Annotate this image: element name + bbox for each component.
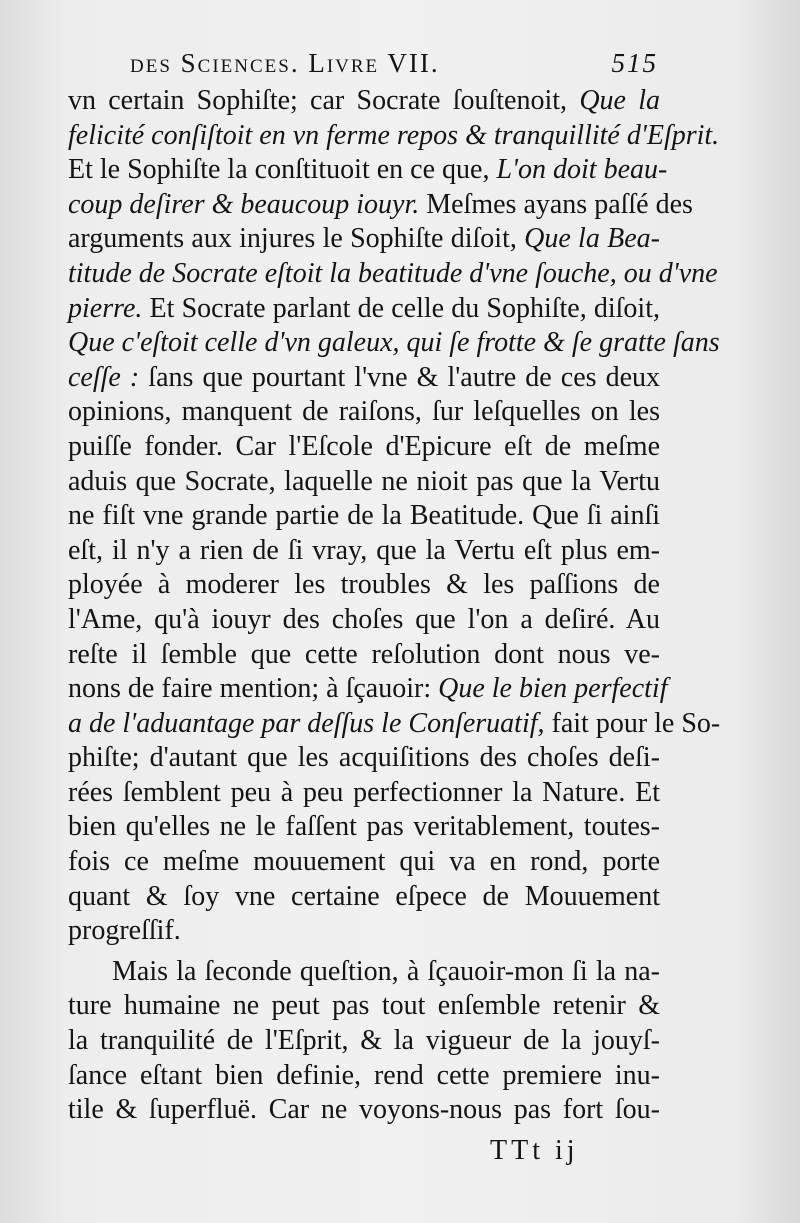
text-line [68,326,720,361]
roman-text: nons de faire mention; à ſçauoir: [68,673,439,705]
text-line [68,257,718,292]
roman-text: Et le Sophiſte la conſtituoit en ce que, [68,154,497,186]
signature-mark: TTt ij [490,1135,579,1166]
text-line [68,361,660,396]
roman-text: Mais la ſeconde queſtion, à ſçauoir-mon ſi la na- [112,955,660,987]
text-line [68,222,660,257]
roman-text: reſte il ſemble que cette reſolution dont nous ve- [68,638,660,670]
roman-text: opinions, manquent de raiſons, ſur leſquelles on les [68,396,660,428]
text-line [68,153,668,188]
text-line [68,845,660,880]
roman-text: ployée à moderer les troubles & les paſſions de [68,569,660,601]
roman-text: tile & ſuperfluë. Car ne voyons-nous pas fort ſou- [68,1094,660,1126]
roman-text: puiſſe fonder. Car l'Eſcole d'Epicure eſt de meſme [68,430,660,462]
text-line [68,1059,660,1094]
italic-quote: L'on doit beau- [496,154,668,186]
text-line [68,568,660,603]
text-line [68,603,660,638]
roman-text: ne fiſt vne grande partie de la Beatitude. Que ſi ainſi [68,500,660,532]
roman-text: ture humaine ne peut pas tout enſemble retenir & [68,990,660,1022]
italic-quote: Que la Bea- [524,223,660,255]
roman-text: Meſmes ayans paſſé des [419,188,693,220]
italic-quote: pierre. [68,292,143,324]
text-line [68,707,721,742]
text-line [68,810,660,845]
roman-text: la tranquilité de l'Eſprit, & la vigueur de la jouyſ- [68,1025,660,1057]
page-number: 515 [611,48,658,78]
text-line [68,1024,660,1059]
text-line [68,1093,660,1128]
text-line [68,499,660,534]
text-line [68,989,660,1024]
text-line [68,638,660,673]
text-line [68,955,660,990]
italic-quote: titude de Socrate eſtoit la beatitude d'vne ſouche, ou d'vne [68,257,718,289]
italic-quote: felicité conſiſtoit en vn ferme repos & tranquillité d'Eſprit. [68,119,720,151]
text-line [68,534,660,569]
italic-quote: coup deſirer & beaucoup iouyr. [68,188,420,220]
roman-text: aduis que Socrate, laquelle ne nioit pas que la Vertu [68,465,660,497]
roman-text: progreſſif. [68,915,181,947]
roman-text: l'Ame, qu'à iouyr des choſes que l'on a deſiré. Au [68,603,660,635]
roman-text: vn certain Sophiſte; car Socrate ſouſtenoit, [68,85,580,116]
text-line [68,292,660,327]
text-line [68,188,693,223]
roman-text: fait pour le So- [544,707,721,739]
roman-text: rées ſemblent peu à peu perfectionner la Nature. Et [68,776,660,808]
body-text [68,84,721,1128]
page-header [68,44,660,84]
roman-text: quant & ſoy vne certaine eſpece de Mouuement [68,880,660,912]
roman-text: bien qu'elles ne le faſſent pas veritablement, toutes- [68,811,660,843]
italic-quote: ceſſe : [68,361,140,393]
text-line [68,119,720,154]
roman-text: eſt, il n'y a rien de ſi vray, que la Vertu eſt plus em- [68,534,660,566]
text-line [68,914,660,949]
roman-text: arguments aux injures le Sophiſte diſoit, [68,223,525,255]
roman-text: phiſte; d'autant que les acquiſitions des choſes deſi- [68,742,660,774]
text-line [68,672,668,707]
roman-text: Et Socrate parlant de celle du Sophiſte, diſoit, [142,292,660,324]
running-title: des Sciences. Livre VII. [130,48,440,78]
roman-text: ſans que pourtant l'vne & l'autre de ces deux [139,361,661,393]
text-line [68,84,660,119]
text-line [68,430,660,465]
text-line [68,741,660,776]
text-line [68,465,660,500]
italic-quote: Que c'eſtoit celle d'vn galeux, qui ſe frotte & ſe gratte ſans [68,327,720,359]
italic-quote: Que la [579,85,660,116]
italic-quote: a de l'aduantage par deſſus le Conſeruatif, [68,707,545,739]
roman-text: fois ce meſme mouuement qui va en rond, porte [68,846,660,878]
italic-quote: Que le bien perfectif [438,673,668,705]
text-line [68,395,660,430]
text-line [68,880,660,915]
text-line [68,776,660,811]
roman-text: ſance eſtant bien definie, rend cette premiere inu- [68,1059,660,1091]
